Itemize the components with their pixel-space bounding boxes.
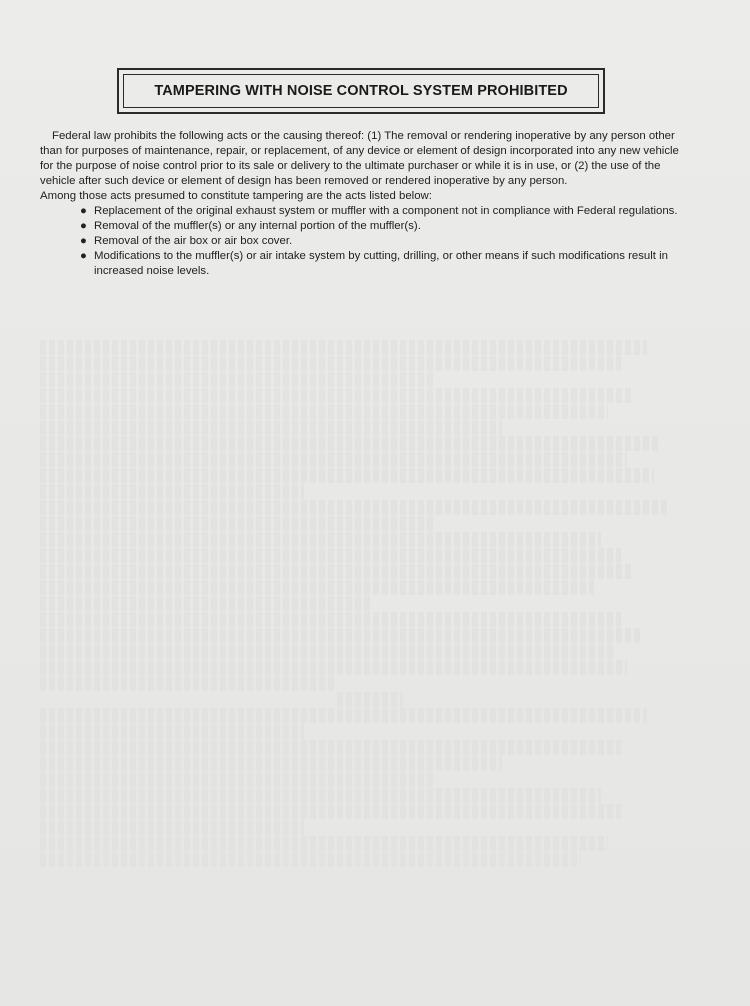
list-item — [80, 234, 686, 249]
list-intro-text: Among those acts presumed to constitute tampering are the acts listed below: — [40, 190, 432, 202]
main-paragraph: Federal law prohibits the following acts or the causing thereof: (1) The removal or rendering inoperative by any person other than for purposes of maintenance, repair, or replacement, of any device or element of design incorporated into any new vehicle for the purpose of noise control prior to its sale or delivery to the ultimate purchaser or while it is in use, or (2) the use of the vehicle after such device or element of design has been removed or rendered inoperative by any person. — [40, 130, 679, 187]
list-item — [80, 204, 686, 219]
list-intro — [40, 189, 686, 204]
list-item — [80, 219, 686, 234]
page-title: TAMPERING WITH NOISE CONTROL SYSTEM PROHIBITED — [154, 83, 568, 99]
body-text — [40, 129, 686, 279]
bullet-icon: ● — [80, 220, 87, 232]
list-item-text: Removal of the air box or air box cover. — [94, 235, 293, 247]
bullet-icon: ● — [80, 250, 87, 262]
list-item-text: Replacement of the original exhaust system or muffler with a component not in compliance with Federal regulations. — [94, 205, 678, 217]
bullet-icon: ● — [80, 235, 87, 247]
list-item-text: Removal of the muffler(s) or any internal portion of the muffler(s). — [94, 220, 421, 232]
bleed-through-area — [40, 340, 700, 868]
list-item — [80, 249, 686, 279]
tampering-acts-list — [80, 204, 686, 279]
list-item-text: Modifications to the muffler(s) or air intake system by cutting, drilling, or other means if such modifications result in increased noise levels. — [94, 250, 668, 277]
title-box — [117, 68, 605, 114]
bullet-icon: ● — [80, 205, 87, 217]
